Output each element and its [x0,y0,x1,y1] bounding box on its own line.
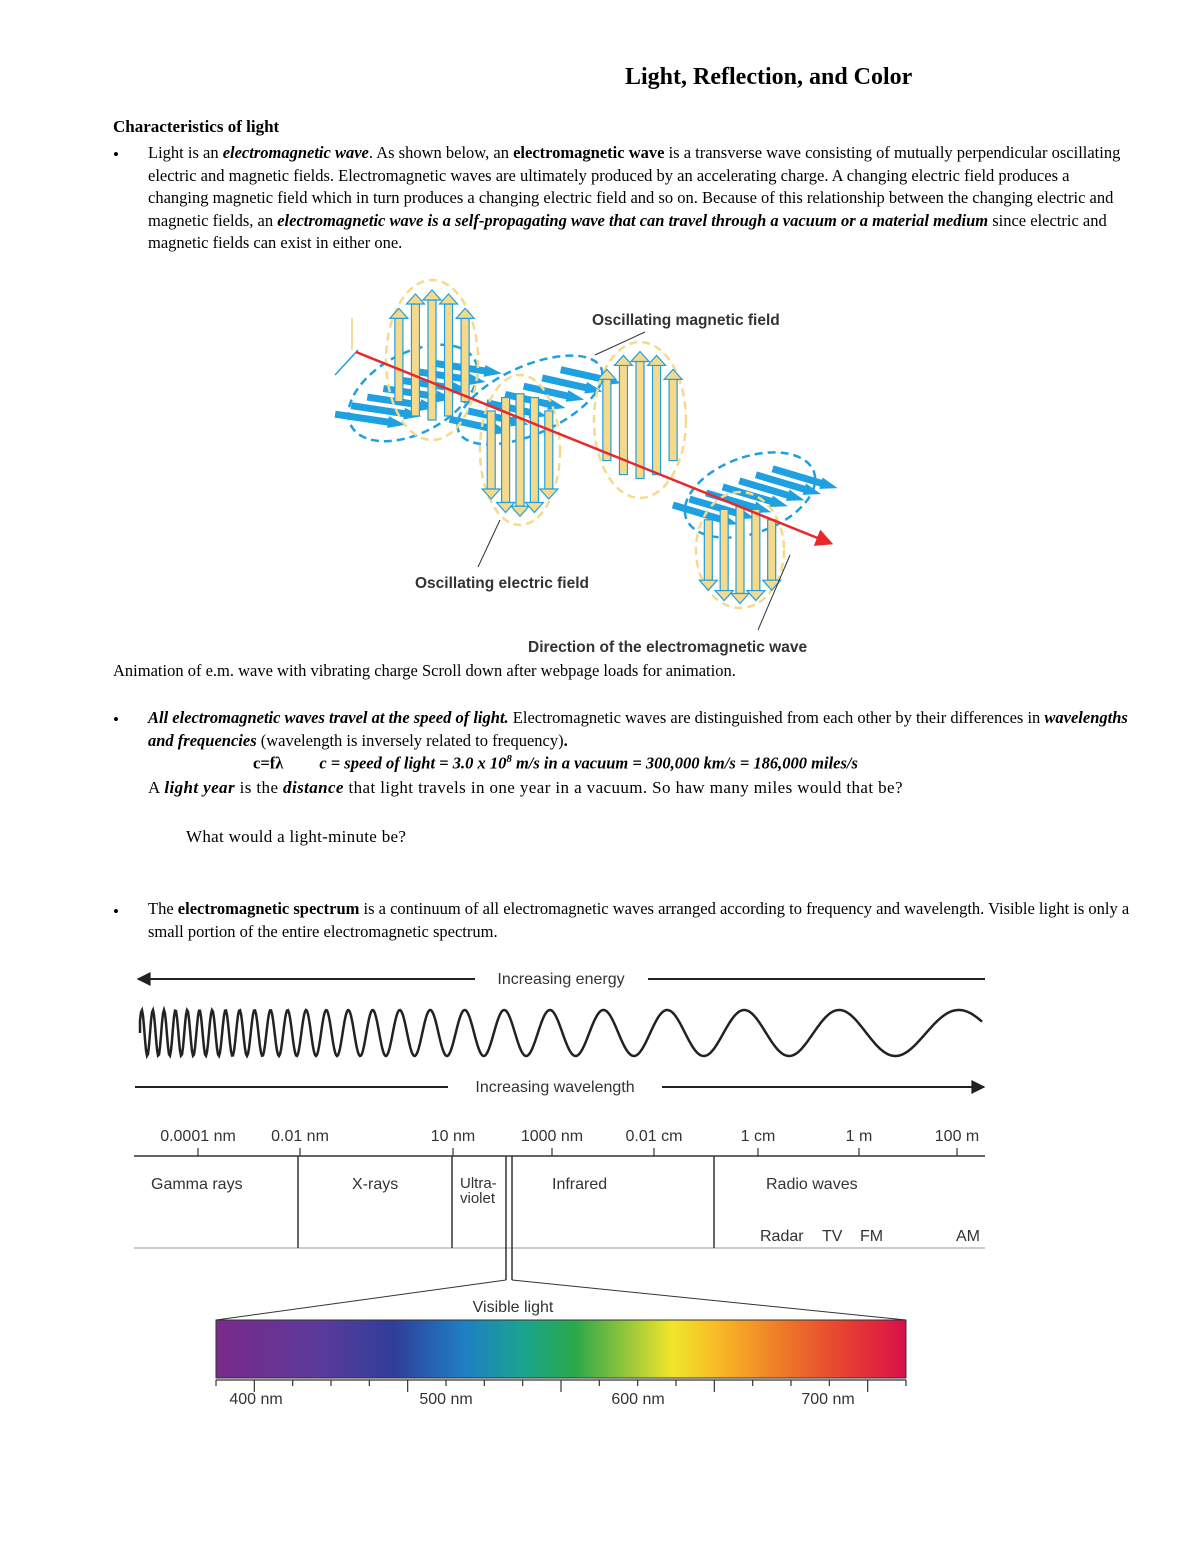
ultraviolet-label-2: violet [460,1190,496,1207]
electric-arrowhead [664,369,682,379]
em-wave-paragraph [148,142,1133,255]
formula-exponent: 8 [506,753,512,765]
electric-arrow [487,411,495,489]
emphasis-text: light year [164,778,235,797]
visible-scale-label: 500 nm [419,1391,473,1408]
electric-arrow [603,379,611,460]
em-wave-diagram [320,278,860,658]
electric-arrowhead [540,489,558,499]
visible-scale-label: 700 nm [801,1391,855,1408]
page-title: Light, Reflection, and Color [625,64,913,90]
text-run: A [148,778,165,797]
direction-label: Direction of the electromagnetic wave [528,639,808,656]
magnetic-field-lobes [332,325,837,554]
light-year-line [148,778,903,798]
scale-ticks [198,1148,957,1156]
electric-lobe [594,342,686,498]
electric-lobe [480,375,560,525]
electric-field-label: Oscillating electric field [415,575,590,592]
visible-light-label: Visible light [472,1299,554,1316]
electric-arrowhead [511,506,529,516]
scale-label: 10 nm [430,1128,476,1145]
axis-tick [335,350,358,375]
electric-arrowhead [731,594,749,604]
text-run: Electromagnetic waves are distinguished from each other by their differences in [508,708,1045,727]
electric-arrowhead [631,352,649,362]
electric-arrowhead [423,290,441,300]
bullet-marker: • [113,902,119,921]
light-minute-question: What would a light-minute be? [186,827,407,846]
bold-term: electromagnetic wave [513,143,665,162]
em-spectrum-diagram [120,960,1000,1420]
formula-line [253,753,858,774]
fm-label: FM [860,1228,884,1245]
magnetic-arrowhead [484,365,502,377]
spectrum-paragraph [148,898,1133,943]
electric-arrow [636,362,644,479]
increasing-energy-label: Increasing energy [497,971,625,988]
electric-arrowhead [456,308,474,318]
emphasis-text: electromagnetic wave [222,143,369,162]
visible-scale-label: 400 nm [229,1391,283,1408]
ultraviolet-label-1: Ultra- [460,1175,497,1192]
electric-arrow [545,411,553,489]
text-run: . As shown below, an [368,143,514,162]
text-run: since electric and magnetic fields can exist in either one. [148,210,1107,253]
scale-label: 0.0001 nm [160,1128,236,1145]
text-run: . [563,730,568,750]
spectrum-wave [140,1010,982,1056]
increasing-wavelength-label: Increasing wavelength [475,1079,635,1096]
band-dividers [298,1156,714,1280]
radar-label: Radar [760,1228,804,1245]
electric-arrowhead [406,294,424,304]
electric-arrowhead [648,355,666,365]
x-rays-label: X-rays [352,1176,399,1193]
magnetic-field-label: Oscillating magnetic field [592,312,780,329]
electric-arrowhead [390,308,408,318]
text-run: is the [234,778,284,797]
bold-term: electromagnetic spectrum [177,899,360,918]
electric-arrowhead [763,580,781,590]
zoom-line-right [512,1280,906,1320]
visible-scale-label: 600 nm [611,1391,665,1408]
electric-arrowhead [440,294,458,304]
scale-label: 0.01 nm [271,1128,329,1145]
bullet-marker: • [113,710,119,729]
electric-arrow [736,507,744,594]
electric-arrow [752,509,760,590]
emphasis-text: wavelengths and frequencies [148,708,1128,750]
section-heading: Characteristics of light [113,117,280,136]
zoom-line-left [216,1280,506,1320]
text-run: Light is an [148,143,223,162]
tv-label: TV [822,1228,843,1245]
electric-arrow [411,304,419,416]
electric-arrowhead [614,355,632,365]
leader-line [595,332,645,355]
emphasis-text: distance [283,778,344,797]
formula-left: c=fλ [253,753,284,773]
scale-label: 0.01 cm [625,1128,683,1145]
speed-of-light-paragraph [148,707,1133,752]
scale-label: 1 cm [740,1128,776,1145]
magnetic-arrowhead [819,477,837,488]
formula-text: c = speed of light = 3.0 x 10 [319,753,507,773]
leader-line [478,520,500,567]
scale-label: 1 m [845,1128,873,1145]
formula-text: m/s in a vacuum = 300,000 km/s = 186,000 miles/s [511,753,858,773]
electric-arrow [653,365,661,474]
text-run: (wavelength is inversely related to frequency) [256,730,564,750]
electric-arrowhead [699,580,717,590]
electric-arrow [768,520,776,580]
electric-arrow [461,318,469,401]
text-run: The [148,899,178,918]
electric-arrow [704,520,712,580]
electric-arrow [669,379,677,460]
visible-spectrum-bar [216,1320,906,1378]
electric-arrow [395,318,403,401]
bullet-marker: • [113,145,119,164]
text-run: that light travels in one year in a vacuum. So haw many miles would that be? [343,778,903,797]
electric-arrow [428,300,436,420]
text-run: is a transverse wave consisting of mutually perpendicular oscillating electric and magnetic fields. Electromagnetic waves are ultimately produced by an accelerating charge. A changing electric field produces a changing magnetic field which in turn produces a changing electric field and so on. Because of this relationship between the changing electric and magnetic fields, an [148,143,1121,230]
infrared-label: Infrared [552,1176,608,1193]
scale-label: 100 m [934,1128,980,1145]
emphasis-text: electromagnetic wave is a self-propagating wave that can travel through a vacuum or a material medium [277,210,989,230]
electric-arrow [530,398,538,503]
electric-arrow [516,394,524,507]
text-run: is a continuum of all electromagnetic waves arranged according to frequency and wavelength. Visible light is only a small portion of the entire electromagnetic spectrum. [148,899,1130,941]
electric-arrow [720,509,728,590]
radio-waves-label: Radio waves [766,1176,858,1193]
emphasis-text: All electromagnetic waves travel at the speed of light. [148,708,509,727]
scale-label: 1000 nm [520,1128,584,1145]
electric-arrow [445,304,453,416]
am-label: AM [956,1228,980,1245]
gamma-rays-label: Gamma rays [151,1176,243,1193]
animation-caption: Animation of e.m. wave with vibrating charge Scroll down after webpage loads for animation. [113,661,736,680]
electric-arrowhead [482,489,500,499]
